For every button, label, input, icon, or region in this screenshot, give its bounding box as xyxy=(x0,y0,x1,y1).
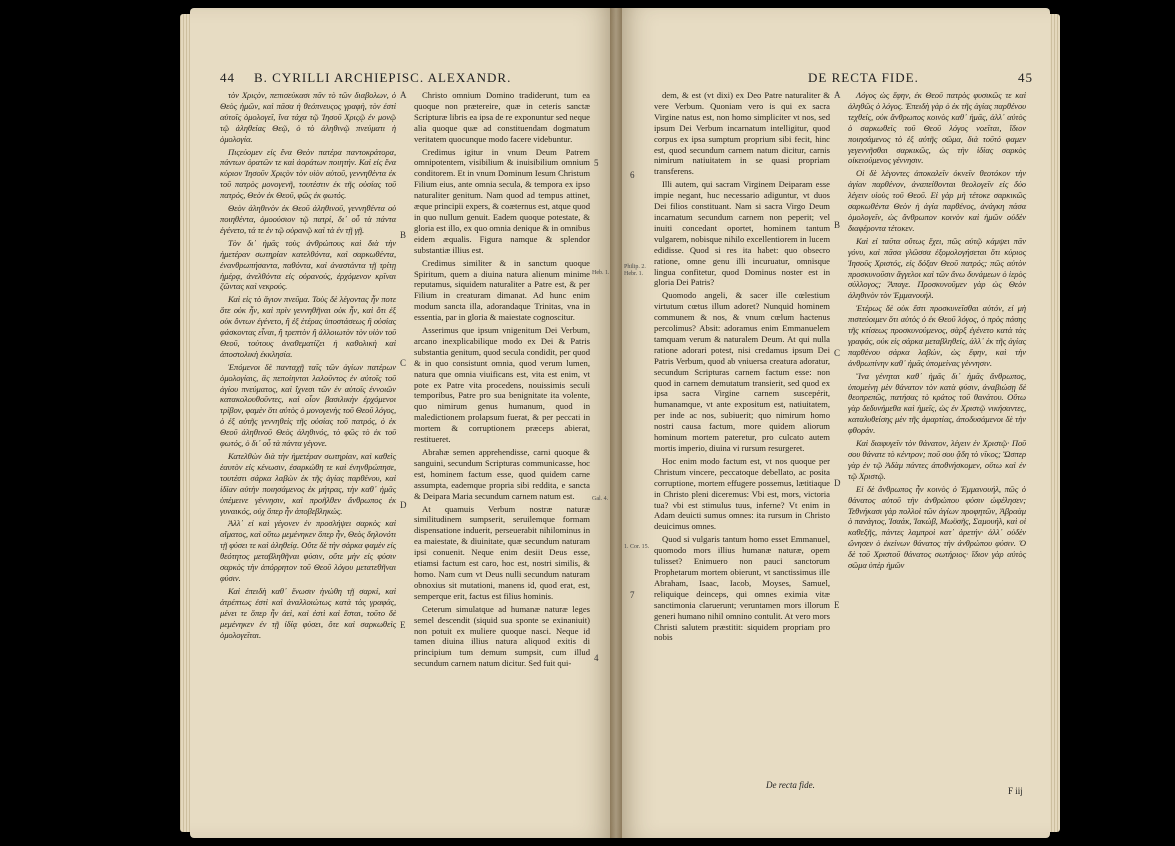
greek-paragraph: Καὶ διαφυγεῖν τὸν θάνατον, λέγειν ἐν Χριστῷ· Ποῦ σου θάνατε τὸ κέντρον; ποῦ σου ᾅδη τὸ νῖκος; Ὥσπερ γὰρ ἐν τῷ Ἀδὰμ πάντες ἀποθνήσκομεν, οὕτω καὶ ἐν τῷ Χριστῷ. xyxy=(848,438,1026,481)
latin-paragraph: Credimus similiter & in sanctum quoque Spiritum, quem a diuina natura alienum minime reputamus, siquidem naturaliter a Patre est, & per Filium in creaturam dimanat. Ad hunc enim modum sancta illa, adorandaque Trinitas, vna in essentia, par in gloria & maiestate cognoscitur. xyxy=(414,257,590,323)
greek-paragraph: τὸν Χριςὸν, πεπισεύκασι πᾶν τὸ τῶν διαβολων, ὁ Θεὸς ἡμῶν, καὶ πᾶσα ἡ θεόπνευςος γραφὴ, τὸν ἐστὶ αὐτοῖς ὁμολογεῖ, ἵνα τάχα τῷ Ἰησοῦ Χριςῷ ἐν μονῷ τῷ ἀληθείας Θεῷ, ὁ τὸ ἀληθινῷ πνεύματι ἡ ὁμολογία. xyxy=(220,90,396,144)
greek-paragraph: Λόγος ὡς ἔφην, ἐκ Θεοῦ πατρὸς φυσικῶς τε καὶ ἀληθῶς ὁ λόγος. Ἐπειδὴ γὰρ ὁ ἐκ τῆς ἁγίας παρθένου τεχθείς, οὐκ ἄνθρωπος κοινὸς καθ᾽ ἡμᾶς, ἀλλ᾽ αὐτὸς ὁ σαρκωθεὶς τοῦ Θεοῦ λόγος νοεῖται, ἴδιον ποιησάμενος τὸ ἐξ αὐτῆς σῶμα, διὰ τοῦτό φαμεν γεγεννῆσθαι σαρκικῶς, ὡς τὴν ἰδίας σαρκὸς οἰκειούμενος γέννησιν. xyxy=(848,90,1026,166)
greek-paragraph: Καὶ εἰ ταῦτα οὕτως ἔχει, πῶς αὐτῷ κάμψει πᾶν γόνυ, καὶ πᾶσα γλῶσσα ἐξομολογήσεται ὅτι κύριος Ἰησοῦς Χριστός, εἰς δόξαν Θεοῦ πατρός; πῶς αὐτὸν προσκυνοῦσιν ἄγγελοι καὶ τῶν ἄνω δυνάμεων ὁ ἱερὸς σύλλογος; Ἄπαγε. Προσκυνοῦμεν γὰρ ὡς Θεὸν ἀληθινὸν τὸν Ἐμμανουήλ. xyxy=(848,235,1026,301)
latin-paragraph: Hoc enim modo factum est, vt nos quoque per Christum vincere, peccatoque debellato, ac posita corruptione, mortem effugere possemus, lætitiaque in Christo pleni diceremus: Vbi est, mors, victoria tua? vbi est stimulus tuus, inferne? Vt enim in Adam deuicti sumus omnes: ita rursum in Christo deuicimus omnes. xyxy=(654,455,830,532)
right-running-head: DE RECTA FIDE. xyxy=(808,70,919,85)
catchword: De recta fide. xyxy=(766,780,815,790)
greek-paragraph: Εἰ δὲ ἄνθρωπος ἦν κοινὸς ὁ Ἐμμανουήλ, πῶς ὁ θάνατος αὐτοῦ τὴν ἀνθρώπου φύσιν ὠφέλησεν; Τεθνήκασι γὰρ πολλοὶ τῶν ἁγίων προφητῶν, Ἀβραὰμ ὁ πανάγιος, Ἰσαάκ, Ἰακώβ, Μωϋσῆς, Σαμουήλ, καὶ οἱ καθεξῆς, πάντες λαμπροὶ κατ᾽ ἀρετήν· ἀλλ᾽ οὐδὲν ὤνησεν ὁ ἐκείνων θάνατος τὴν ἀνθρώπου φύσιν. Ὁ δὲ τοῦ Χριστοῦ θάνατος σωτήριος· ἴδιον γὰρ αὐτὸς σῶμα ὑπὲρ ἡμῶν xyxy=(848,483,1026,571)
greek-paragraph: Ἑτέρως δὲ οὐκ ἔστι προσκυνεῖσθαι αὐτόν, εἰ μὴ πιστεύοιμεν ὅτι αὐτὸς ὁ ἐκ Θεοῦ λόγος, ὁ πρὸς πάσης τῆς κτίσεως προσκυνούμενος, σὰρξ ἐγένετο κατὰ τὰς γραφάς, οὐκ εἰς σάρκα μεταβληθείς, ἀλλ᾽ ἐκ τῆς ἁγίας παρθένου σάρκα λαβών, ὡς ἔφην, καὶ τὴν ἀνθρωπίνην καθ᾽ ἡμᾶς ὑπομείνας γέννησιν. xyxy=(848,303,1026,368)
paragraph-number: 6 xyxy=(630,170,635,180)
left-page xyxy=(190,8,616,838)
paragraph-number: 5 xyxy=(594,158,599,168)
margin-letter: D xyxy=(834,478,841,488)
latin-paragraph: Illi autem, qui sacram Virginem Deiparam esse impie negant, huc necessario adiguntur, vt duos Dei filios constituant. Nam si sacra Virgo Deum incarnatum secundum carnem non peperit; vel inuiti concedant oportet, hominem tantum vulgarem, nobisque nihilo excellentiorem in lucem edidisse. Quod si res ita habet: quo obsecro ratione, omne genu illi incuruatur, omnisque lingua confitetur, quod Dominus noster est in gloria Dei Patris? xyxy=(654,179,830,288)
margin-letter: C xyxy=(834,348,841,358)
greek-paragraph: Θεὸν ἀληθινὸν ἐκ Θεοῦ ἀληθινοῦ, γεννηθέντα οὐ ποιηθέντα, ὁμοούσιον τῷ πατρί, δι᾽ οὗ τὰ πάντα ἐγένετο, τά τε ἐν τῷ οὐρανῷ καὶ τὰ ἐν τῇ γῇ. xyxy=(220,203,396,235)
margin-letter: A xyxy=(834,90,841,100)
greek-paragraph: Καὶ ἐπειδὴ καθ᾽ ἕνωσιν ἡνώθη τῇ σαρκί, καὶ ἀτρέπτως ἐστὶ καὶ ἀναλλοιώτως κατὰ τὰς γραφάς, μένει τε ὅπερ ἦν ἀεὶ, καὶ ἐστὶ καὶ ἔσται, τοῦτο δὲ μεμένηκεν ἐν τῇ ἰδίᾳ φύσει, ὅτε καὶ σαρκωθεὶς ὁμολογεῖται. xyxy=(220,585,396,640)
signature-mark: F iij xyxy=(1008,786,1023,796)
paragraph-number: 7 xyxy=(630,590,635,600)
latin-paragraph: Christo omnium Domino tradiderunt, tum ea quoque non prætereire, quæ in ceteris sanctæ Scripturæ libris ea ipsa de re exponuntur sed neque alia quoque quæ ad constituendam dogmatum veritatem quocunque modo facere videbuntur. xyxy=(414,90,590,144)
margin-note: Philip. 2. Hebr. 1. xyxy=(624,264,646,277)
right-greek-column xyxy=(848,90,1026,573)
paragraph-number: 4 xyxy=(594,653,599,663)
margin-letter: B xyxy=(400,230,407,240)
latin-paragraph: Abrahæ semen apprehendisse, carni quoque & sanguini, secundum Scripturas communicasse, hoc est, hominem factum esse, quod quidem carne assumpta, eademque propria sibi reddita, e sancta & Deipara Maria secundum carnem natum est. xyxy=(414,447,590,501)
greek-paragraph: Οἱ δὲ λέγοντες ἀποκαλεῖν ὀκνεῖν θεοτόκον τὴν ἁγίαν παρθένον, ἀναπείθονται θεολογεῖν εἰς δύο λέγειν υἱοὺς τοῦ Θεοῦ. Εἰ γὰρ μὴ τέτοκε σαρκικῶς σαρκωθέντα Θεὸν ἡ ἁγία παρθένος, ἀνάγκη πάσα ὁμολογεῖν, ὡς ἄνθρωπον κοινὸν καὶ ἡμῶν οὐδὲν διαφέροντα τέτοκεν. xyxy=(848,168,1026,233)
left-latin-column xyxy=(414,90,590,671)
latin-paragraph: Quomodo angeli, & sacer ille cœlestium virtutum cœtus illum adoret? Nunquid hominem communem & nos, & vnum cœlum hactenus percolimus? Absit: adoramus enim Emmanuelem tamquam verum & naturalem Deum. At qui nulla ratione adorari potest, nisi credamus ipsum Dei Patris Verbum, quod ab vniuersa creatura adoratur, secundum Scripturas carnem factum esse: non quod in carnem demutatum transierit, sed quod ex ipsa sacra Virgine carnem suscepérit, humanamque, vt ante expositum est, natiuitatem, per inde ac nos, subiuerit; quo nimirum homo nostri causa factum, more quidem aliorum hominum mortem pateretur, pro culcato autem mortis imperio, diuina vi rursum resurgeret. xyxy=(654,290,830,453)
margin-letter: A xyxy=(400,90,407,100)
left-page-number: 44 xyxy=(220,70,235,85)
open-book xyxy=(190,8,1050,838)
margin-note: Gal. 4. xyxy=(592,496,609,502)
margin-letter: D xyxy=(400,500,407,510)
greek-paragraph: Ἵνα γένηται καθ᾽ ἡμᾶς δι᾽ ἡμᾶς ἄνθρωπος, ὑπομείνῃ μὲν θάνατον τὸν κατὰ φύσιν, ἀναβιώσῃ δὲ θεοπρεπῶς, πατήσας τὸ κράτος τοῦ θανάτου. Οὕτω γὰρ δεδυνήμεθα καὶ ἡμεῖς, ὡς ἐν Χριστῷ νικήσαντες, καταλυθείσης μὲν τῆς ἁμαρτίας, ἀποδυσάμενοι δὲ τὴν φθοράν. xyxy=(848,370,1026,436)
margin-note: 1. Cor. 15. xyxy=(624,544,650,550)
margin-letter: E xyxy=(400,620,406,630)
book-gutter xyxy=(610,8,622,838)
greek-paragraph: Ἑπόμενοι δὲ πανταχῇ ταῖς τῶν ἁγίων πατέρων ὁμολογίαις, ἃς πεποίηνται λαλοῦντος ἐν αὐτοῖς τοῦ ἁγίου πνεύματος, καὶ ἴχνεσι τῶν ἐν αὐτοῖς ἐννοιῶν κατακολουθοῦντες, καὶ οἷον βασιλικὴν ἐρχόμενοι τρίβον, φαμὲν ὅτι αὐτὸς ὁ μονογενὴς τοῦ Θεοῦ λόγος, ὁ ἐξ αὐτῆς γεννηθεὶς τῆς οὐσίας τοῦ πατρός, ὁ ἐκ Θεοῦ ἀληθινοῦ Θεὸς ἀληθινός, τὸ φῶς τὸ ἐκ τοῦ φωτός, ὁ δι᾽ οὗ τὰ πάντα γέγονε. xyxy=(220,361,396,449)
latin-paragraph: Quod si vulgaris tantum homo esset Emmanuel, quomodo mors illius humanæ naturæ, opem tulisset? Enimuero non pauci sanctorum Prophetarum mortem obierunt, vt sanctissimus ille Abraham, Isaac, Iacob, Moyses, Samuel, reliquique deinceps, qui omnes eximia vitæ sanctimonia claruerunt; veruntamen mors illorum generi humano nihil omnino contulit. At vero mors Christi salutem præstitit: siquidem propriam pro nobis xyxy=(654,534,830,643)
margin-letter: E xyxy=(834,600,840,610)
margin-letter: C xyxy=(400,358,407,368)
latin-paragraph: dem, & est (vt dixi) ex Deo Patre naturaliter & vere Verbum. Quoniam vero is qui ex sacra Virgine natus est, non homo simpliciter vt nos, sed ipsum Dei Verbum incarnatum intelligitur, quod corpus ex ipsa sumptum proprium sibi fecit, hinc est, quod secundum carnem natum dicitur, carnis nimirum natiuitatem in se quasi propriam transferens. xyxy=(654,90,830,177)
greek-paragraph: Κατελθὼν διὰ τὴν ἡμετέραν σωτηρίαν, καὶ καθεὶς ἑαυτὸν εἰς κένωσιν, ἐσαρκώθη τε καὶ ἐνηνθρώπησε, τουτέστι σάρκα λαβὼν ἐκ τῆς ἁγίας παρθένου, καὶ ἰδίαν αὐτὴν ποιησάμενος ἐκ μήτρας, τὴν καθ᾽ ἡμᾶς ὑπέμεινε γέννησιν, καὶ προῆλθεν ἄνθρωπος ἐκ γυναικός, οὐχ ὅπερ ἦν ἀποβεβληκώς. xyxy=(220,451,396,516)
latin-paragraph: Asserimus que ipsum vnigenitum Dei Verbum, arcano inexplicabilique modo ex Dei & Patris substantia genitum, quod secula condidit, per quod & in quo consistunt omnia, quod verum lumen, natura que omnia viuificans est, vita est enim, vt pote ex Patre vita procedens, nouissimis seculi temporibus, Patre pro sua benignitate ita volente, quo nimirum genus humanum, quod in maledictionem prolapsum fuerat, & per peccati in mortem & corruptionem præceps abierat, restitueret. xyxy=(414,325,590,445)
latin-paragraph: Credimus igitur in vnum Deum Patrem omnipotentem, visibilium & inuisibilium omnium conditorem. Et in vnum Dominum Iesum Christum Filium eius, ante omnia secula, & tempora ex ipso naturaliter genitum. Nam quod ad tempus attinet, æque principii expers, & coæternus est, atque quod in quo nullum genuit. Eadem quoque potestate, & gloria est illo, ex quo omnia denique & in omnibus eidem æqualis. Figura namque & splendor substantiæ illius est. xyxy=(414,146,590,255)
margin-letter: B xyxy=(834,220,841,230)
greek-paragraph: Τὸν δι᾽ ἡμᾶς τοὺς ἀνθρώπους καὶ διὰ τὴν ἡμετέραν σωτηρίαν κατελθόντα, καὶ σαρκωθέντα, ἐνανθρωπήσαντα, παθόντα, καὶ ἀναστάντα τῇ τρίτῃ ἡμέρᾳ, ἀνελθόντα εἰς οὐρανούς, ἐρχόμενον κρῖναι ζῶντας καὶ νεκρούς. xyxy=(220,237,396,292)
latin-paragraph: Ceterum simulatque ad humanæ naturæ leges semel descendit (siquid sua sponte se exinaniuit) non potuit ex muliere quoque nasci. Neque id tamen diuina illius natura aliquod exitis di principium tum demum sumpsit, cum illud secundum carnem natum dicitur. Sed fuit qui- xyxy=(414,603,590,669)
greek-paragraph: Ἀλλ᾽ εἰ καὶ γέγονεν ἐν προσλήψει σαρκὸς καὶ αἵματος, καὶ οὕτω μεμένηκεν ὅπερ ἦν, Θεὸς δηλονότι τῇ φύσει τε καὶ ἀληθείᾳ. Οὔτε δὲ τὴν σάρκα φαμὲν εἰς θεότητος μεταβληθῆναι φύσιν, οὔτε μὴν εἰς φύσιν σαρκὸς τὴν ἀπόρρητον τοῦ Θεοῦ λόγου μετατεθῆναι φύσιν. xyxy=(220,518,396,583)
right-page xyxy=(616,8,1050,838)
greek-paragraph: Πιςεύομεν εἰς ἕνα Θεὸν πατέρα παντοκράτορα, πάντων ὁρατῶν τε καὶ ἀοράτων ποιητήν. Καὶ εἰς ἕνα κύριον Ἰησοῦν Χριςὸν τὸν υἱὸν αὐτοῦ, γεννηθέντα ἐκ τοῦ πατρὸς μονογενῆ, τουτέστιν ἐκ τῆς οὐσίας τοῦ πατρός, Θεὸν ἐκ Θεοῦ, φῶς ἐκ φωτός. xyxy=(220,146,396,201)
greek-paragraph: Καὶ εἰς τὸ ἅγιον πνεῦμα. Τοὺς δὲ λέγοντας ἦν ποτε ὅτε οὐκ ἦν, καὶ πρὶν γεννηθῆναι οὐκ ἦν, καὶ ὅτι ἐξ οὐκ ὄντων ἐγένετο, ἢ ἐξ ἑτέρας ὑποστάσεως ἢ οὐσίας φάσκοντας εἶναι, ἢ τρεπτὸν ἢ ἀλλοιωτὸν τὸν υἱὸν τοῦ Θεοῦ, τούτους ἀναθεματίζει ἡ καθολικὴ καὶ ἀποστολικὴ ἐκκλησία. xyxy=(220,294,396,359)
left-greek-column xyxy=(220,90,396,642)
right-latin-column xyxy=(654,90,830,645)
right-page-number: 45 xyxy=(1018,70,1033,85)
margin-note: Heb. 1. xyxy=(592,270,610,276)
left-running-head: B. CYRILLI ARCHIEPISC. ALEXANDR. xyxy=(254,70,512,85)
latin-paragraph: At quamuis Verbum nostræ naturæ similitudinem sumpserit, seruilemque formam dispensatione induerit, perseuerabit nihilominus in ea maiestate, & diuinitate, quæ secundum naturam ipsi conuenit. Neque enim desiit Deus esse, etiamsi factum est caro, hoc est, nostri similis, & homo. Nam cum vt Deus nulli secundum naturam obnoxius sit mutationi, manens id, quod erat, est, semperque erit, factus est filius hominis. xyxy=(414,503,590,601)
